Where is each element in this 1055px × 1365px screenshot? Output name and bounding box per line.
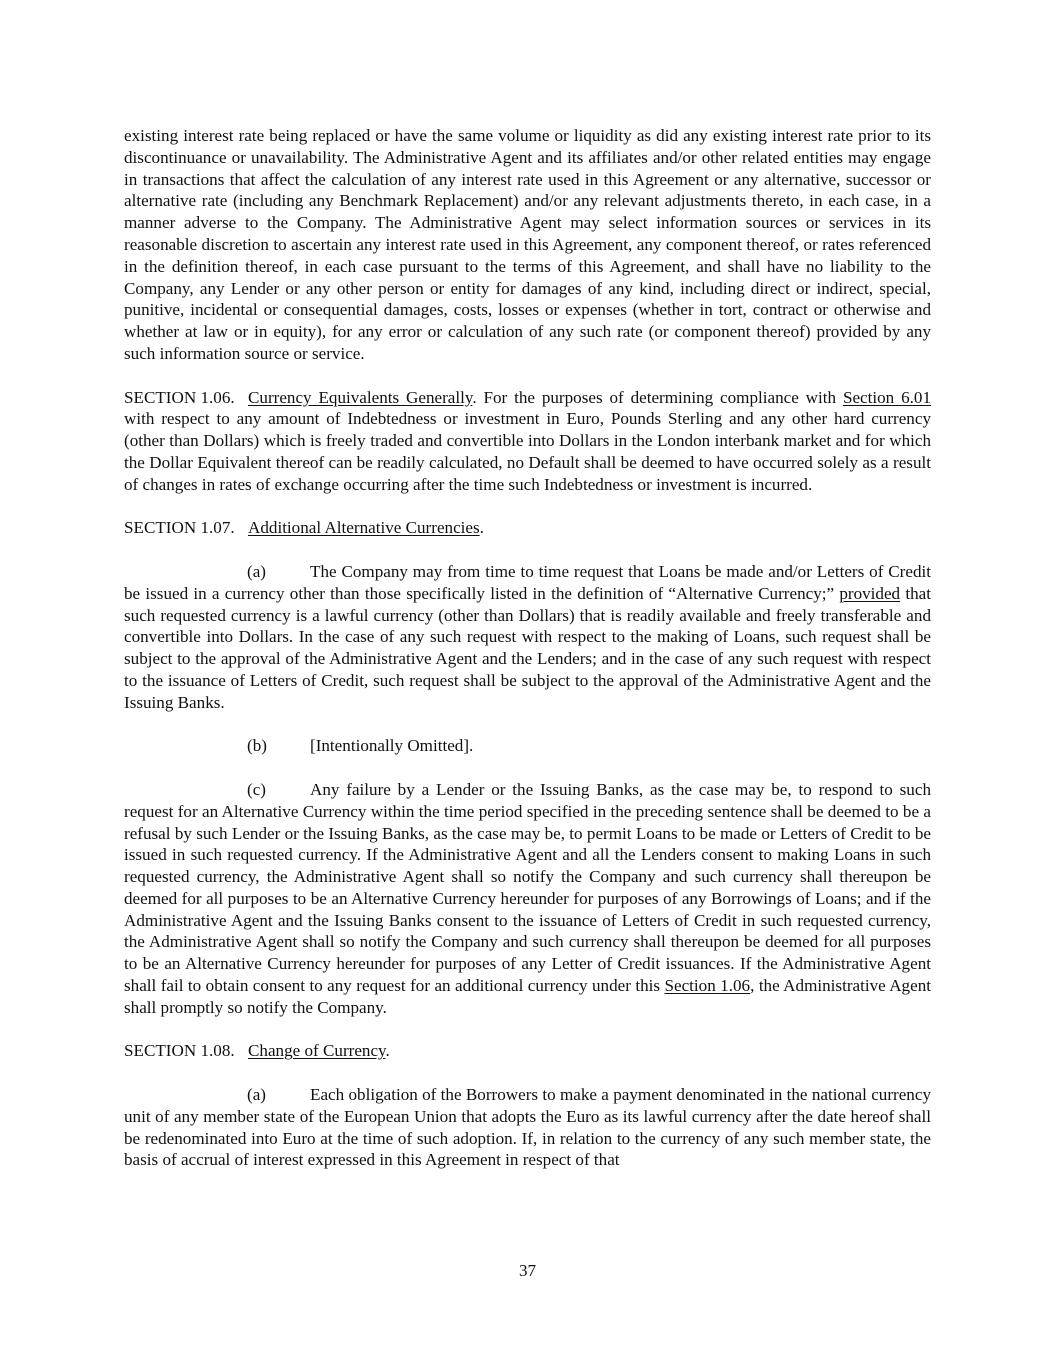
section-1-08-number: SECTION 1.08. — [124, 1041, 235, 1061]
section-1-08-clause-a-label: (a) — [247, 1085, 266, 1105]
page-number: 37 — [518, 1261, 537, 1280]
section-1-08-clause-a — [124, 1084, 931, 1171]
section-1-07-number: SECTION 1.07. — [124, 518, 235, 538]
section-6-01-reference: Section 6.01 — [842, 387, 932, 407]
section-1-07-title-end: . — [479, 518, 484, 538]
section-1-06-body: with respect to any amount of Indebtedness or investment in Euro, Pounds Sterling and any other hard currency (other than Dollars) which is freely traded and convertible into Dollars in the London interbank market and for which the Dollar Equivalent thereof can be readily calculated, no Default shall be deemed to have occurred solely as a result of changes in rates of exchange occurring after the time such Indebtedness or investment is incurred. — [124, 409, 931, 494]
section-1-07-clause-c — [124, 779, 931, 1019]
clause-a-text-2: that such requested currency is a lawful currency (other than Dollars) that is readily available and freely transferable and convertible into Dollars. In the case of any such request with respect to the making of Loans, such request shall be subject to the approval of the Administrative Agent and the Lenders; and in the case of any such request with respect to the issuance of Letters of Credit, such request shall be subject to the approval of the Administrative Agent and the Issuing Banks. — [124, 583, 931, 712]
clause-a-provided: provided — [839, 583, 901, 603]
clause-c-text-2: , the Administrative Agent shall promptly so notify the Company. — [124, 976, 931, 1017]
clause-c-label: (c) — [247, 779, 266, 799]
section-1-08-title-end: . — [385, 1041, 390, 1061]
section-1-06-number: SECTION 1.06. — [124, 387, 235, 407]
section-1-07-heading — [124, 517, 931, 539]
section-1-08-title: Change of Currency — [248, 1041, 386, 1061]
section-1-07-clause-b — [124, 735, 931, 757]
clause-b-text: [Intentionally Omitted]. — [310, 736, 474, 756]
clause-a-text-1: The Company may from time to time request that Loans be made and/or Letters of Credit be issued in a currency other than those specifically listed in the definition of “Alternative Currency;” — [124, 561, 931, 603]
section-1-08-clause-a-text: Each obligation of the Borrowers to make a payment denominated in the national currency unit of any member state of the European Union that adopts the Euro as its lawful currency after the date hereof shall be redenominated into Euro at the time of such adoption. If, in relation to the currency of any such member state, the basis of accrual of interest expressed in this Agreement in respect of that — [124, 1085, 931, 1170]
section-1-08-heading — [124, 1040, 931, 1062]
intro-paragraph: existing interest rate being replaced or have the same volume or liquidity as did any existing interest rate prior to its discontinuance or unavailability. The Administrative Agent and its affiliates and/or other related entities may engage in transactions that affect the calculation of any interest rate used in this Agreement or any alternative, successor or alternative rate (including any Benchmark Replacement) and/or any relevant adjustments thereto, in each case, in a manner adverse to the Company. The Administrative Agent may select information sources or services in its reasonable discretion to ascertain any interest rate used in this Agreement, any component thereof, or rates referenced in the definition thereof, in each case pursuant to the terms of this Agreement, and shall have no liability to the Company, any Lender or any other person or entity for damages of any kind, including direct or indirect, special, punitive, incidental or consequential damages, costs, losses or expenses (whether in tort, contract or otherwise and whether at law or in equity), for any error or calculation of any such rate (or component thereof) provided by any such information source or service. — [124, 126, 931, 363]
section-1-07-clause-a — [124, 561, 931, 714]
section-1-06-title: Currency Equivalents Generally — [248, 387, 473, 407]
document-page — [124, 125, 931, 1171]
clause-b-label: (b) — [247, 736, 267, 756]
clause-c-text-1: Any failure by a Lender or the Issuing Banks, as the case may be, to respond to such request for an Alternative Currency within the time period specified in the preceding sentence shall be deemed to be a refusal by such Lender or the Issuing Banks, as the case may be, to permit Loans to be made or Letters of Credit to be issued in such requested currency. If the Administrative Agent and all the Lenders consent to making Loans in such requested currency, the Administrative Agent shall so notify the Company and such currency shall thereupon be deemed for all purposes to be an Alternative Currency hereunder for purposes of any Borrowings of Loans; and if the Administrative Agent and the Issuing Banks consent to the issuance of Letters of Credit in such requested currency, the Administrative Agent shall so notify the Company and such currency shall thereupon be deemed for all purposes to be an Alternative Currency hereunder for purposes of any Letter of Credit issuances. If the Administrative Agent shall fail to obtain consent to any request for an additional currency under this — [124, 779, 931, 996]
section-1-06-lead: . For the purposes of determining compliance with — [472, 387, 843, 407]
section-1-07-title: Additional Alternative Currencies — [248, 518, 480, 538]
clause-a-label: (a) — [247, 561, 266, 581]
section-1-06-reference: Section 1.06 — [664, 976, 751, 996]
section-1-06 — [124, 387, 931, 496]
